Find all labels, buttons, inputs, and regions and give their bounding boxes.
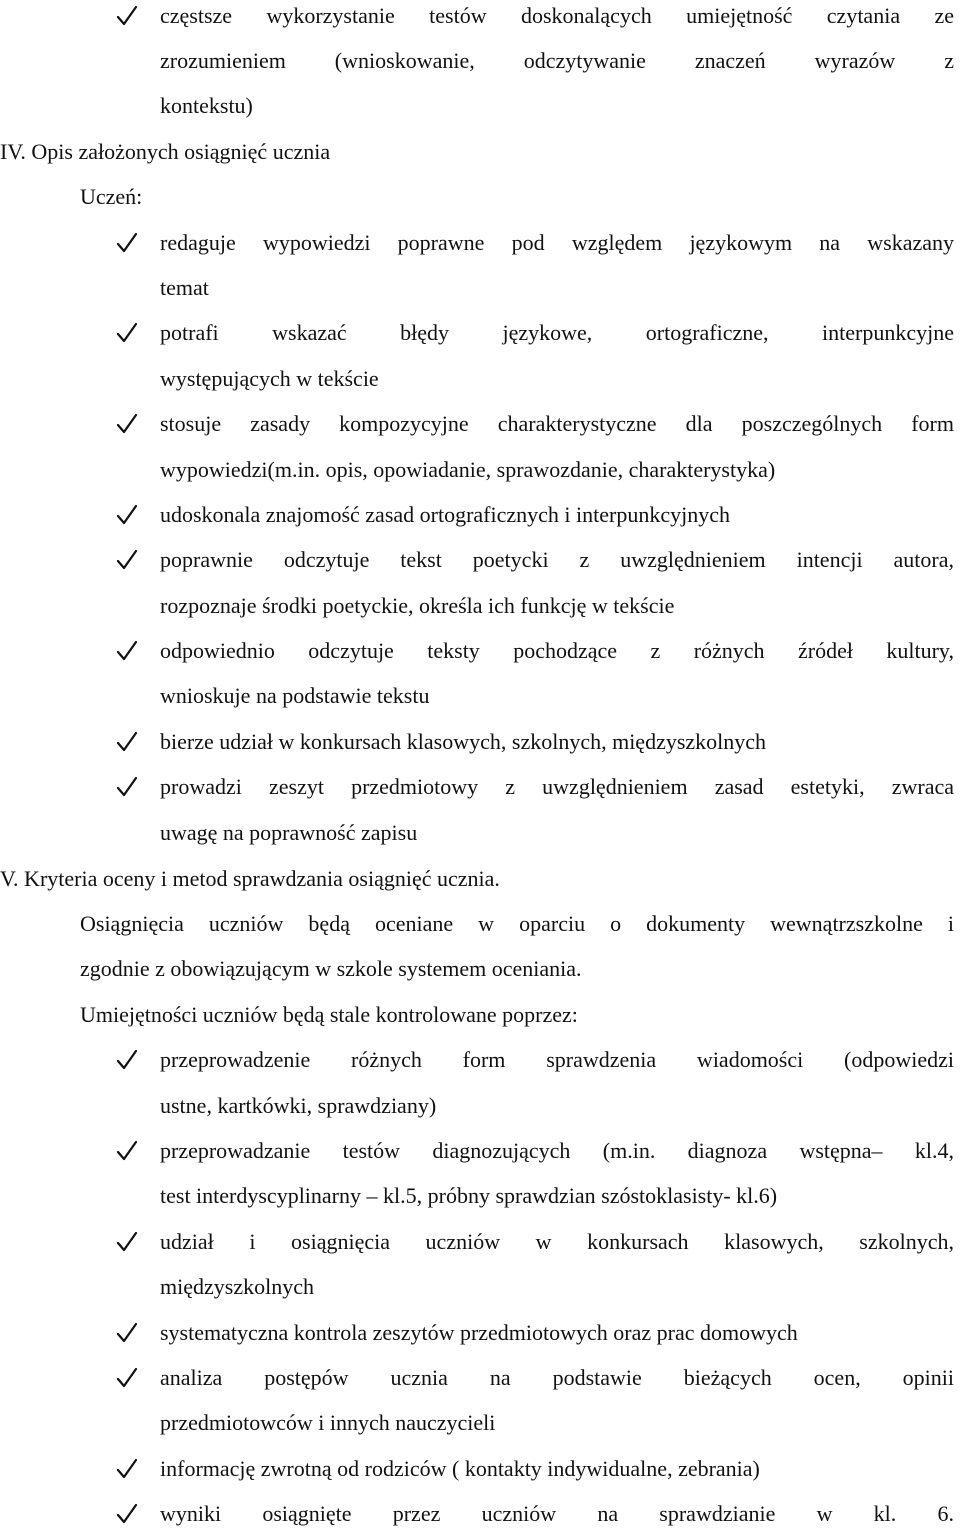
bullet-line: test interdyscyplinarny – kl.5, próbny sprawdzian szóstoklasisty- kl.6) [160, 1183, 778, 1208]
bullet-line: redaguje wypowiedzi poprawne pod względem językowym na wskazany [160, 230, 954, 255]
checkmark-icon [116, 1320, 140, 1346]
paragraph-line: Umiejętności uczniów będą stale kontrolowane poprzez: [80, 1002, 578, 1027]
bullet-line: udoskonala znajomość zasad ortograficznych i interpunkcyjnych [160, 502, 730, 527]
bullet-line: zrozumieniem (wnioskowanie, odczytywanie znaczeń wyrazów z [160, 48, 954, 73]
bullet-line: wyniki osiągnięte przez uczniów na sprawdzianie w kl. 6. [160, 1501, 954, 1526]
bullet-line: potrafi wskazać błędy językowe, ortograficzne, interpunkcyjne [160, 320, 954, 345]
bullet-line: występujących w tekście [160, 366, 379, 391]
bullet-line: temat [160, 275, 209, 300]
checkmark-icon [116, 729, 140, 755]
checkmark-icon [116, 411, 140, 437]
checkmark-icon [116, 774, 140, 800]
checkmark-icon [116, 1501, 140, 1527]
bullet-line: poprawnie odczytuje tekst poetycki z uwzględnieniem intencji autora, [160, 547, 954, 572]
bullet-line: przedmiotowców i innych nauczycieli [160, 1410, 496, 1435]
bullet-line: uwagę na poprawność zapisu [160, 820, 418, 845]
bullet-line: ustne, kartkówki, sprawdziany) [160, 1093, 437, 1118]
bullet-line: prowadzi zeszyt przedmiotowy z uwzględnieniem zasad estetyki, zwraca [160, 774, 954, 799]
checkmark-icon [116, 1047, 140, 1073]
uczen-label: Uczeń: [80, 184, 143, 209]
checkmark-icon [116, 638, 140, 664]
bullet-line: przeprowadzanie testów diagnozujących (m.in. diagnoza wstępna– kl.4, [160, 1138, 954, 1163]
bullet-line: przeprowadzenie różnych form sprawdzenia wiadomości (odpowiedzi [160, 1047, 954, 1072]
checkmark-icon [116, 320, 140, 346]
checkmark-icon [116, 230, 140, 256]
checkmark-icon [116, 1229, 140, 1255]
paragraph-line: Osiągnięcia uczniów będą oceniane w oparciu o dokumenty wewnątrzszkolne i [80, 911, 954, 936]
checkmark-icon [116, 3, 140, 29]
paragraph-line: zgodnie z obowiązującym w szkole systemem oceniania. [80, 956, 582, 981]
checkmark-icon [116, 1456, 140, 1482]
section-heading-iv: IV. Opis założonych osiągnięć ucznia [0, 139, 331, 164]
bullet-line: wnioskuje na podstawie tekstu [160, 683, 430, 708]
checkmark-icon [116, 547, 140, 573]
bullet-line: odpowiednio odczytuje teksty pochodzące z różnych źródeł kultury, [160, 638, 954, 663]
bullet-line: udział i osiągnięcia uczniów w konkursach klasowych, szkolnych, [160, 1229, 954, 1254]
bullet-line: rozpoznaje środki poetyckie, określa ich funkcję w tekście [160, 593, 675, 618]
bullet-line: systematyczna kontrola zeszytów przedmiotowych oraz prac domowych [160, 1320, 798, 1345]
bullet-line: kontekstu) [160, 93, 253, 118]
bullet-line: stosuje zasady kompozycyjne charakterystyczne dla poszczególnych form [160, 411, 954, 436]
bullet-line: bierze udział w konkursach klasowych, szkolnych, międzyszkolnych [160, 729, 767, 754]
bullet-line: międzyszkolnych [160, 1274, 314, 1299]
bullet-line: wypowiedzi(m.in. opis, opowiadanie, sprawozdanie, charakterystyka) [160, 457, 776, 482]
section-heading-v: V. Kryteria oceny i metod sprawdzania osiągnięć ucznia. [0, 866, 500, 891]
bullet-line: informację zwrotną od rodziców ( kontakty indywidualne, zebrania) [160, 1456, 760, 1481]
bullet-line: częstsze wykorzystanie testów doskonalących umiejętność czytania ze [160, 3, 954, 28]
bullet-line: analiza postępów ucznia na podstawie bieżących ocen, opinii [160, 1365, 954, 1390]
checkmark-icon [116, 1138, 140, 1164]
checkmark-icon [116, 1365, 140, 1391]
checkmark-icon [116, 502, 140, 528]
